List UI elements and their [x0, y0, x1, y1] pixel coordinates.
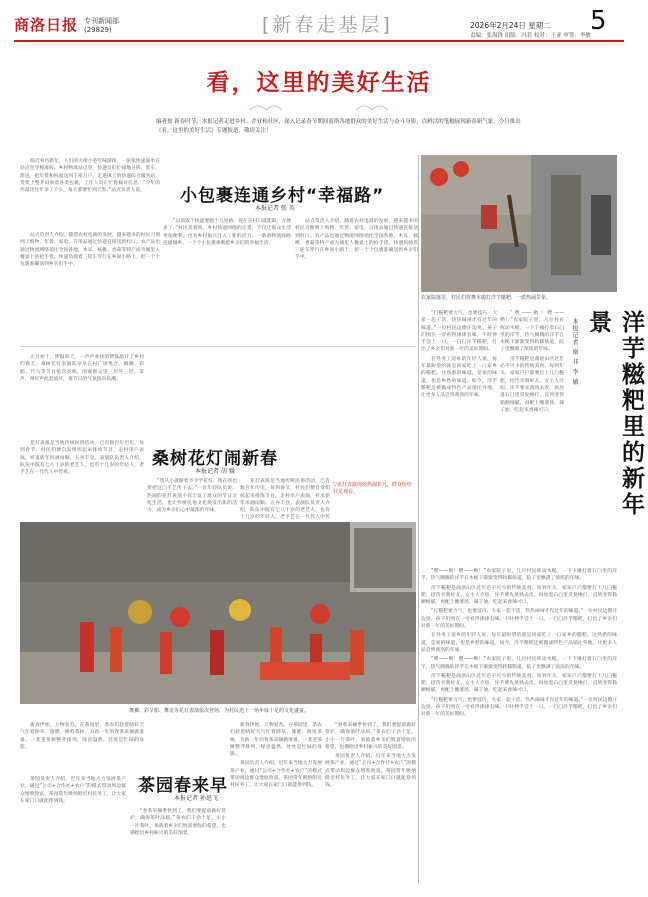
- article-1-paragraph: 站点负责人介绍，随着农村电商的发展，越来越多的村民习惯网上购物，年货、家电、日用品通过快递直接送到村口。农产品也通过物流网络销往全国各地，木耳、核桃、香菇等特产成为城里人餐桌上的抢手货。快递员骑着三轮车穿行在乡间小路上，把一个个包裹准确送到乡亲们手中。: [20, 233, 160, 268]
- article-2-title: 桑树花灯闹新春: [152, 449, 278, 469]
- article-3-text-col-1-top: [20, 722, 144, 772]
- article-4-paragraph: “嘿——哟！嘿——哟！”农家院子里，几位村民挥动木槌，一下下捶打着石臼里的洋芋，热气腾腾的洋芋在木槌下渐渐变得软糯筋道，院子里飘满了浓浓的年味。: [421, 569, 617, 582]
- section-divider: [20, 346, 416, 347]
- article-4-byline: 本报记者 谢 非 李 敏: [571, 318, 578, 386]
- article-3-paragraph: 新春伊始，万物复苏。在茶园里，茶农们趁着晴好天气忙着除草、施肥、修剪茶树，为新一年的春茶采摘做准备。一垄垄茶树整齐排列，绿意盎然，处处是忙碌的身影。: [230, 723, 322, 758]
- article-3-paragraph: 茶园负责人介绍，近年来当地大力发展茶产业，通过“公司+合作社+农户”的模式带动周边群众增收致富。茶园常年吸纳附近村民务工，让大家在家门口就能挣到钱。: [325, 754, 416, 789]
- article-3-paragraph: “春茶采摘季快到了，我们要提前做好管护，确保茶叶品质。”茶农们干劲十足。小小一片茶叶，承载着乡亲们致富增收的希望，也描绘出乡村振兴的美好图景。: [130, 809, 226, 836]
- article-4-paragraph: 洋芋糍粑是商洛山区过年必不可少的传统美食。每到年关，家家户户都要打上几臼糍粑，招待亲朋好友。女主人介绍，洋芋要先蒸熟去皮，再放进石臼里反复捶打，直到变得黏稠细腻，再配上酸菜汤、辣子油，吃起来香辣可口。: [421, 673, 617, 694]
- article-3-title: 茶园春来早: [138, 776, 228, 796]
- column-divider: [418, 155, 419, 883]
- article-4-title: 洋芋糍粑里的新年景: [585, 310, 644, 518]
- article-2-photo: [20, 522, 416, 704]
- article-3-byline: 本报记者 孙迅飞: [174, 795, 218, 802]
- edition-tag-line-2: (29829): [84, 26, 112, 34]
- article-4-paragraph: “嘿——哟！嘿——哟！”农家院子里，几位村民挥动木槌，一下下捶打着石臼里的洋芋，热气腾腾的洋芋在木槌下渐渐变得软糯筋道，院子里飘满了浓浓的年味。: [500, 311, 564, 353]
- article-4-text-col-1: [500, 310, 564, 564]
- article-3-paragraph: 新春伊始，万物复苏。在茶园里，茶农们趁着晴好天气忙着除草、施肥、修剪茶树，为新一年的春茶采摘做准备。一垄垄茶树整齐排列，绿意盎然，处处是忙碌的身影。: [20, 723, 144, 750]
- article-1-paragraph: 站点负责人介绍，随着农村电商的发展，越来越多的村民习惯网上购物，年货、家电、日用品通过快递直接送到村口。农产品也通过物流网络销往全国各地，木耳、核桃、香菇等特产成为城里人餐桌上的抢手货。快递员骑着三轮车穿行在乡间小路上，把一个个包裹准确送到乡亲们手中。: [295, 219, 418, 261]
- article-1-paragraph: 临近农历新年，人们的大街小巷年味渐浓，一张张快递面单在站点里穿梭流转。乡村物流站点里，快递员们忙碌地分拣、装车、派送，把年货和祝福送到千家万户。走进镇上的快递综合服务站，货架上整齐码放着各类包裹，工作人员正忙着核对信息。“今年的件量比往年多了不少，每天都要忙到天黑。”站点负责人说。: [20, 159, 160, 194]
- article-1-title: 小包裹连通乡村“幸福路”: [180, 186, 385, 206]
- article-2-text-col-1: [20, 440, 144, 520]
- article-3-text-col-2: [130, 808, 226, 880]
- article-1-text-col-1: [20, 232, 160, 344]
- article-2-paragraph: 花灯表演是当地传统民俗活动，已有数百年历史。每到春节，村民们便自发组织起来排练节目，走村串户表演，祈求新年风调雨顺、五谷丰登。表演队负责人介绍，队伍中既有七八十岁的老艺人，也有十几岁的年轻人，老手艺在一代代人中传: [240, 479, 330, 521]
- article-4-paragraph: “打糍粑要力气，也要技巧，大家一起干活，热热闹闹才有过年的味道。”一位村民边擦汗边说。孩子们围在一旁看得津津有味，不时伸手尝上一口。一臼臼洋芋糍粑，打出了乡亲们对新一年的美好期盼。: [421, 311, 497, 353]
- edition-tag-line-1: 专刊新闻部: [84, 17, 119, 25]
- article-4-photo-caption: 农家院落里，村民们挥舞木槌打洋芋糍粑，一派热闹景象。: [421, 295, 552, 301]
- article-2-byline: 本报记者 胡 媛: [195, 468, 235, 475]
- section-title: [新春走基层]: [262, 14, 393, 36]
- header-rule: [14, 40, 624, 42]
- article-4-paragraph: “嘿——哟！嘿——哟！”农家院子里，几位村民挥动木槌，一下下捶打着石臼里的洋芋，热气腾腾的洋芋在木槌下渐渐变得软糯筋道，院子里飘满了浓浓的年味。: [421, 657, 617, 670]
- editor-credits: 责编：张海锋 组版：冯若 校对：王亚 审签：李敏: [470, 33, 591, 39]
- article-3-text-col-1: [20, 776, 126, 880]
- article-4-paragraph: 洋芋糍粑是商洛山区过年必不可少的传统美食。每到年关，家家户户都要打上几臼糍粑，招待亲朋好友。女主人介绍，洋芋要先蒸熟去皮，再放进石臼里反复捶打，直到变得黏稠细腻，再配上酸菜汤、辣子油，吃起来香辣可口。: [421, 585, 617, 606]
- article-1-paragraph: “以前取个快递要跑十几里路，现在在村口就能取，方便多了。”村民笑着说。乡村快递网络的完善，不仅让群众生活更加便利，也为乡村振兴注入了新的活力。一条条物流线路连通城乡，一个个小包裹承载着乡亲们的幸福生活。: [163, 219, 291, 246]
- article-4-paragraph: 洋芋糍粑是商洛山区过年必不可少的传统美食。每到年关，家家户户都要打上几臼糍粑，招待亲朋好友。女主人介绍，洋芋要先蒸熟去皮，再放进石臼里反复捶打，直到变得黏稠细腻，再配上酸菜汤、辣子油，吃起来香辣可口。: [500, 356, 564, 413]
- article-3-paragraph: “春茶采摘季快到了，我们要提前做好管护，确保茶叶品质。”茶农们干劲十足。小小一片茶叶，承载着乡亲们致富增收的希望，也描绘出乡村振兴的美好图景。: [325, 723, 416, 750]
- article-4-paragraph: 在外务工返乡的年轻人说，每年最盼望的就是回家吃上一口家乡的糍粑。这熟悉的味道，是家的味道，也是乡愁的味道。如今，洋芋糍粑还被做成特色产品销往外地，让更多人品尝到商洛的年味。: [421, 356, 497, 399]
- article-2-text-col-3: [240, 478, 330, 522]
- article-4-paragraph: 在外务工返乡的年轻人说，每年最盼望的就是回家吃上一口家乡的糍粑。这熟悉的味道，是家的味道，也是乡愁的味道。如今，洋芋糍粑还被做成特色产品销往外地，让更多人品尝到商洛的年味。: [421, 633, 617, 653]
- editor-note: 编者按 新春时节，本报记者走进乡村、企业和社区，深入记录春节期间商洛各地群众的美好生活与奋斗身影，以鲜活的笔触展现新春新气象。今日推出《看，这里的美好生活》专题报道，敬请关注！: [156, 119, 521, 134]
- photo-rice-cake-pounding: [421, 155, 617, 292]
- article-3-paragraph: 茶园负责人介绍，近年来当地大力发展茶产业，通过“公司+合作社+农户”的模式带动周边群众增收致富。茶园常年吸纳附近村民务工，让大家在家门口就能挣到钱。: [230, 761, 322, 789]
- article-3-paragraph: 茶园负责人介绍，近年来当地大力发展茶产业，通过“公司+合作社+农户”的模式带动周边群众增收致富。茶园常年吸纳附近村民务工，让大家在家门口就能挣到钱。: [20, 777, 126, 804]
- article-2-text-col-2: [147, 478, 237, 522]
- photo-lantern-festival: [20, 522, 416, 704]
- article-4-text-col-0: [421, 310, 497, 564]
- article-2-photo-caption-inset: ▽花灯表演现场热闹非凡，群众纷纷驻足观看。: [333, 482, 412, 495]
- article-3-text-col-4: [325, 722, 416, 880]
- article-4-paragraph: “打糍粑要力气，也要技巧，大家一起干活，热热闹闹才有过年的味道。”一位村民边擦汗边说。孩子们围在一旁看得津津有味，不时伸手尝上一口。一臼臼洋芋糍粑，打出了乡亲们对新一年的美好期盼。: [421, 697, 617, 718]
- article-4-text-col-2: [421, 568, 617, 878]
- newspaper-logo: 商洛日报: [14, 16, 79, 34]
- article-4-photo: [421, 155, 617, 292]
- article-3-text-col-3: [230, 722, 322, 880]
- issue-date: 2026年2月24日 星期二: [470, 21, 551, 30]
- article-1-text-col-2: [163, 218, 291, 344]
- article-1-byline: 本报记者 张 英: [255, 205, 295, 212]
- article-2-text-col-1-top: [20, 354, 144, 439]
- article-1-text-col-1-top: [20, 158, 160, 230]
- article-2-paragraph: 正月初十，锣鼓喧天，一声声欢快的锣鼓敲开了乡村的春天。桑树花灯表演队早早在村广场集合，舞狮、彩船、竹马等节目依次亮相，围观群众里三层外三层，掌声、叫好声此起彼伏，将节日的气氛推向高潮。: [20, 355, 144, 382]
- article-2-paragraph: “我从小就跟着爷爷学花灯，现在我也要把这门手艺传下去。”一位年轻队员说。热闹的花灯表演不仅丰富了群众的节日文化生活，也让传统民俗文化焕发出新的活力，成为乡亲们心中最浓的年味。: [147, 479, 237, 514]
- main-headline: 看，这里的美好生活: [206, 70, 432, 96]
- edition-tag: [84, 17, 119, 35]
- article-2-photo-caption: 舞狮、彩旱船、舞龙等花灯表演依次登场，为村民送上一场年味十足的文化盛宴。: [128, 708, 309, 714]
- page-number: 5: [590, 6, 607, 36]
- article-1-text-col-3: [295, 218, 418, 344]
- article-4-paragraph: “打糍粑要力气，也要技巧，大家一起干活，热热闹闹才有过年的味道。”一位村民边擦汗边说。孩子们围在一旁看得津津有味，不时伸手尝上一口。一臼臼洋芋糍粑，打出了乡亲们对新一年的美好期盼。: [421, 609, 617, 630]
- article-2-paragraph: 花灯表演是当地传统民俗活动，已有数百年历史。每到春节，村民们便自发组织起来排练节目，走村串户表演，祈求新年风调雨顺、五谷丰登。表演队负责人介绍，队伍中既有七八十岁的老艺人，也有十几岁的年轻人，老手艺在一代代人中传承。: [20, 441, 144, 476]
